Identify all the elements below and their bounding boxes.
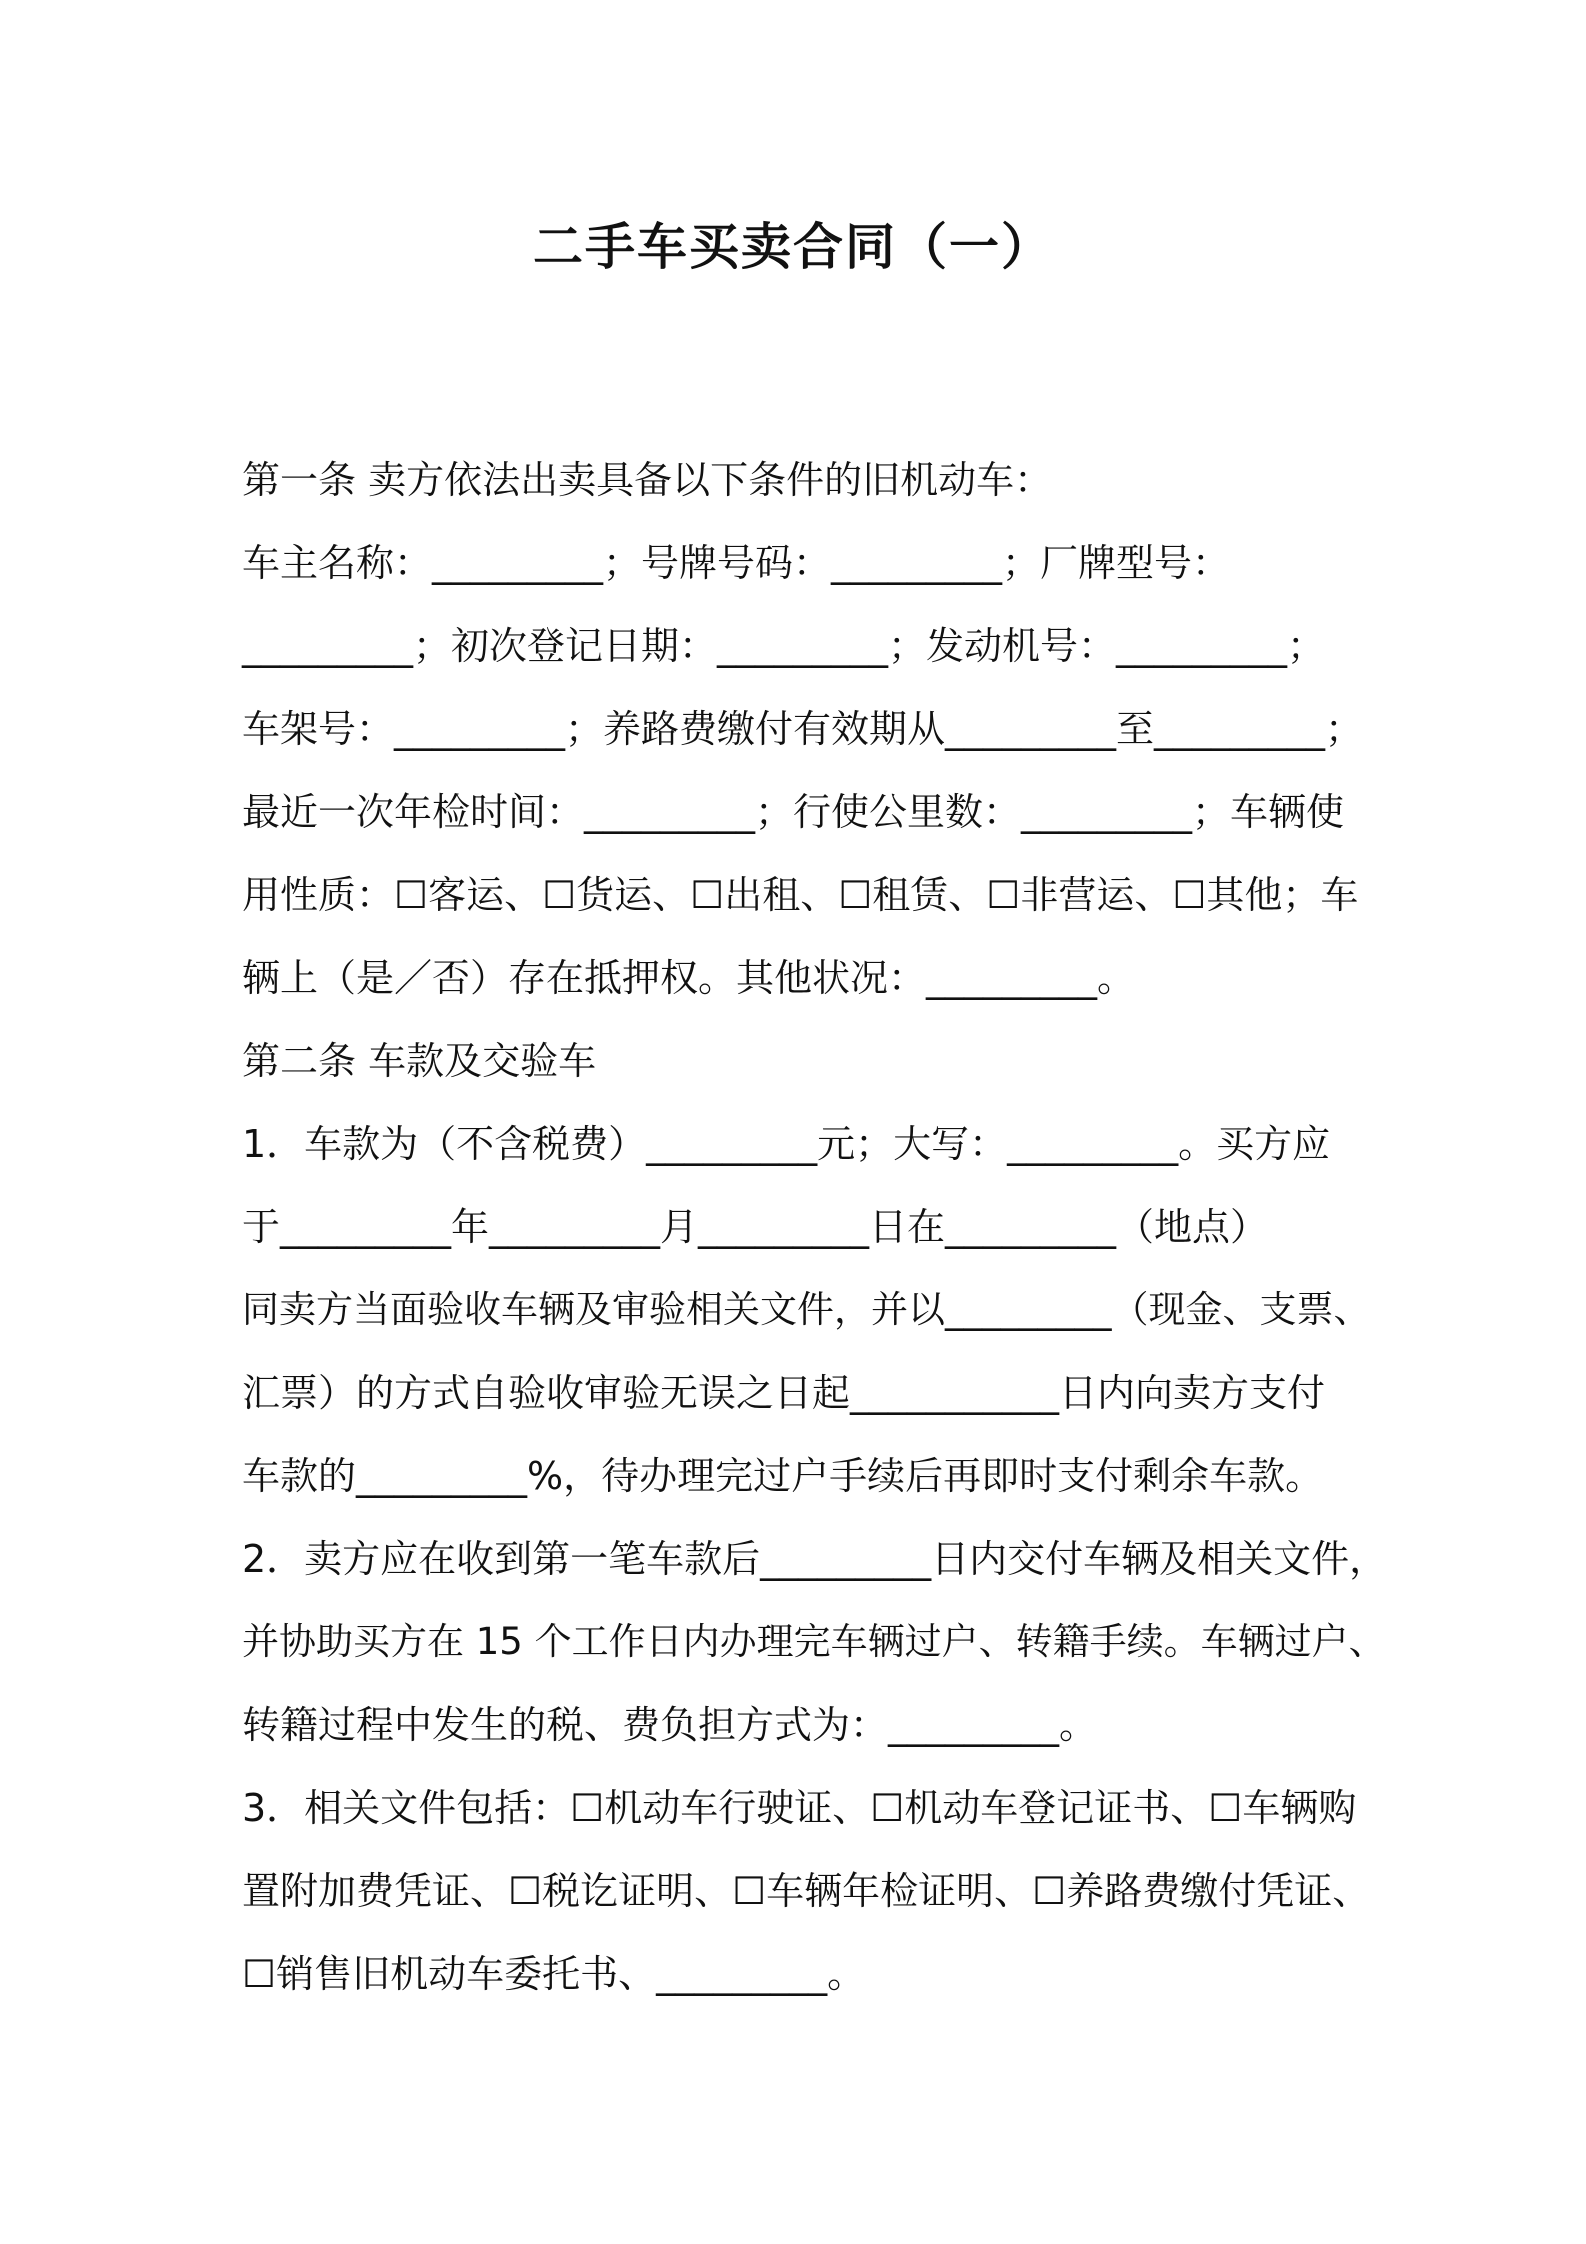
article-2-clause-3-line-3: ☐销售旧机动车委托书、_________。 [242,1952,866,1996]
article-2-clause-2-line-1: 2．卖方应在收到第一笔车款后_________日内交付车辆及相关文件， [242,1537,1388,1581]
article-2-clause-1-line-4: 汇票）的方式自验收审验无误之日起___________日内向卖方支付 [242,1371,1326,1415]
article-2-clause-2-line-2: 并协助买方在 15 个工作日内办理完车辆过户、转籍手续。车辆过户、 [242,1620,1386,1663]
article-2-clause-1-line-3: 同卖方当面验收车辆及审验相关文件，并以_________（现金、支票、 [242,1288,1371,1331]
article-2-clause-1-line-5: 车款的_________%，待办理完过户手续后再即时支付剩余车款。 [242,1454,1324,1498]
article-1-line-1: 车主名称：_________；号牌号码：_________；厂牌型号： [242,541,1231,585]
article-2-clause-2-line-3: 转籍过程中发生的税、费负担方式为：_________。 [242,1703,1098,1747]
article-1-heading: 第一条 卖方依法出卖具备以下条件的旧机动车： [242,458,1053,502]
article-1-line-5: 用性质：☐客运、☐货运、☐出租、☐租赁、☐非营运、☐其他；车 [242,873,1359,917]
article-2-clause-1-line-1: 1．车款为（不含税费）_________元；大写：_________。买方应 [242,1122,1331,1166]
article-2-clause-3-line-2: 置附加费凭证、☐税讫证明、☐车辆年检证明、☐养路费缴付凭证、 [242,1869,1371,1913]
article-1-line-2: _________；初次登记日期：_________；发动机号：_________； [242,624,1326,668]
document-title: 二手车买卖合同（一） [533,218,1053,276]
article-1-line-6: 辆上（是／否）存在抵押权。其他状况：_________。 [242,956,1136,1000]
article-2-heading: 第二条 车款及交验车 [242,1039,597,1083]
article-1-line-3: 车架号：_________；养路费缴付有效期从_________至_________； [242,707,1364,751]
article-2-clause-3-line-1: 3．相关文件包括：☐机动车行驶证、☐机动车登记证书、☐车辆购 [242,1786,1357,1830]
article-2-clause-1-line-2: 于_________年_________月_________日在_________（地点） [242,1205,1269,1249]
article-1-line-4: 最近一次年检时间：_________；行使公里数：_________；车辆使 [242,790,1345,834]
